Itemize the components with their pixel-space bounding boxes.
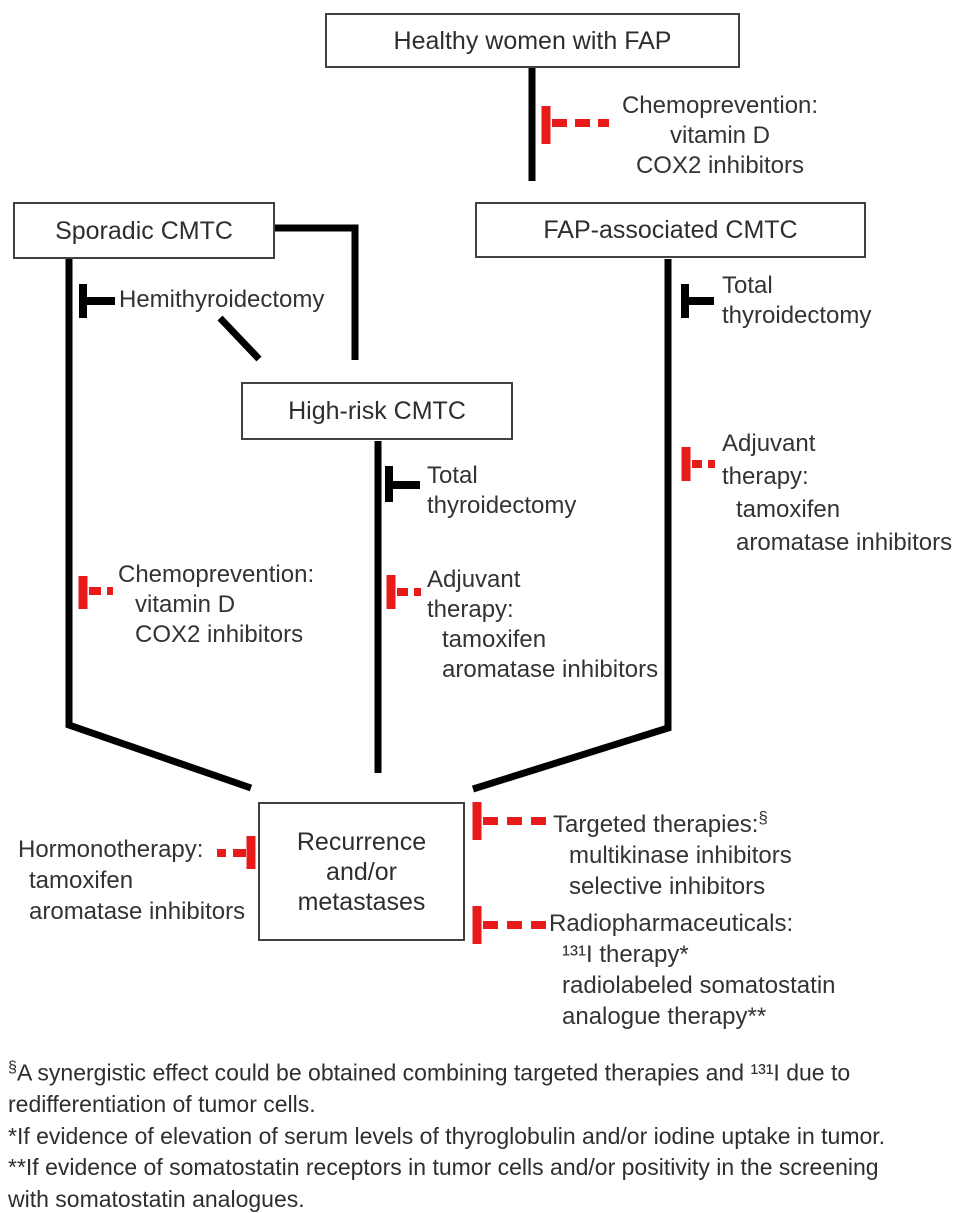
recurrence-line1: Recurrence bbox=[296, 827, 427, 856]
annotation-hemithyroidectomy: Hemithyroidectomy bbox=[119, 286, 325, 313]
left-chemo-line3: COX2 inhibitors bbox=[135, 621, 304, 648]
radiopharm-line4: analogue therapy** bbox=[562, 1003, 767, 1030]
box-sporadic-cmtc bbox=[13, 202, 275, 259]
footnote-2: *If evidence of elevation of serum levels of thyroglobulin and/or iodine uptake in tumor. bbox=[8, 1122, 886, 1149]
box-sporadic-cmtc-label: Sporadic CMTC bbox=[55, 216, 233, 245]
radiopharm-line2: ¹³¹I therapy* bbox=[562, 941, 689, 968]
footnote-3: **If evidence of somatostatin receptors in tumor cells and/or positivity in the screening bbox=[8, 1154, 879, 1181]
recurrence-line3: metastases bbox=[297, 887, 426, 916]
right-adjuvant-line4: aromatase inhibitors bbox=[736, 529, 953, 556]
targeted-line2: multikinase inhibitors bbox=[569, 842, 792, 869]
annotation-fap-total-thyroidectomy bbox=[722, 271, 871, 331]
annotation-mid-adjuvant bbox=[427, 565, 658, 685]
annotation-radiopharmaceuticals bbox=[549, 908, 836, 1032]
footnote-3-cont: with somatostatin analogues. bbox=[8, 1185, 305, 1212]
annotation-right-adjuvant bbox=[722, 427, 952, 559]
box-recurrence-metastases bbox=[258, 802, 465, 941]
annotation-top-chemoprevention bbox=[595, 91, 845, 181]
tbar-highrisk-total-thyroidectomy bbox=[389, 466, 420, 502]
left-chemo-line1: Chemoprevention: bbox=[118, 561, 315, 588]
fap-total-line2: thyroidectomy bbox=[722, 302, 872, 329]
top-chemo-line3: COX2 inhibitors bbox=[635, 152, 805, 179]
hormonotherapy-line2: tamoxifen bbox=[29, 867, 134, 894]
box-high-risk-cmtc bbox=[241, 382, 513, 440]
box-fap-associated-cmtc bbox=[475, 202, 866, 258]
box-high-risk-cmtc-label: High-risk CMTC bbox=[288, 397, 466, 425]
annotation-highrisk-total-thyroidectomy bbox=[427, 461, 576, 521]
annotation-targeted-therapies bbox=[553, 802, 792, 902]
hormonotherapy-line3: aromatase inhibitors bbox=[29, 898, 246, 925]
footnotes bbox=[8, 1052, 963, 1213]
right-adjuvant-line3: tamoxifen bbox=[736, 496, 841, 523]
fap-total-line1: Total bbox=[722, 272, 773, 299]
targeted-line3: selective inhibitors bbox=[569, 873, 766, 900]
footnote-1-cont: redifferentiation of tumor cells. bbox=[8, 1091, 316, 1118]
footnote-1-text: A synergistic effect could be obtained combining targeted therapies and ¹³¹I due to bbox=[16, 1059, 851, 1086]
recurrence-line2: and/or bbox=[326, 857, 397, 886]
hormonotherapy-line1: Hormonotherapy: bbox=[18, 836, 204, 863]
targeted-line1-sup: § bbox=[758, 808, 768, 827]
left-chemo-line2: vitamin D bbox=[135, 591, 236, 618]
box-healthy-women-fap bbox=[325, 13, 740, 68]
footnote-1-sup: § bbox=[8, 1058, 17, 1076]
top-chemo-line2: vitamin D bbox=[669, 122, 771, 149]
hr-total-line1: Total bbox=[427, 462, 478, 489]
arrow-hemithyroidectomy-to-highrisk bbox=[220, 318, 259, 359]
targeted-line1-text: Targeted therapies: bbox=[553, 811, 759, 838]
annotation-left-chemoprevention bbox=[118, 560, 314, 650]
right-adjuvant-line2: therapy: bbox=[722, 463, 809, 490]
right-adjuvant-line1: Adjuvant bbox=[722, 430, 816, 457]
box-healthy-women-fap-label: Healthy women with FAP bbox=[393, 26, 672, 55]
tbar-fap-total-thyroidectomy bbox=[685, 284, 714, 318]
targeted-line1 bbox=[553, 802, 792, 840]
mid-adjuvant-line1: Adjuvant bbox=[427, 566, 521, 593]
radiopharm-line3: radiolabeled somatostatin bbox=[562, 972, 836, 999]
top-chemo-line1: Chemoprevention: bbox=[621, 92, 819, 119]
radiopharm-line1: Radiopharmaceuticals: bbox=[549, 910, 794, 937]
hr-total-line2: thyroidectomy bbox=[427, 492, 577, 519]
mid-adjuvant-line2: therapy: bbox=[427, 596, 514, 623]
arrow-fap-to-recurrence bbox=[473, 259, 668, 789]
footnote-1 bbox=[8, 1052, 963, 1089]
arrow-sporadic-to-recurrence bbox=[69, 259, 251, 788]
tbar-hemithyroidectomy bbox=[83, 284, 115, 318]
box-fap-associated-cmtc-label: FAP-associated CMTC bbox=[543, 216, 798, 244]
mid-adjuvant-line4: aromatase inhibitors bbox=[442, 656, 659, 683]
mid-adjuvant-line3: tamoxifen bbox=[442, 626, 547, 653]
annotation-hormonotherapy bbox=[18, 834, 245, 927]
